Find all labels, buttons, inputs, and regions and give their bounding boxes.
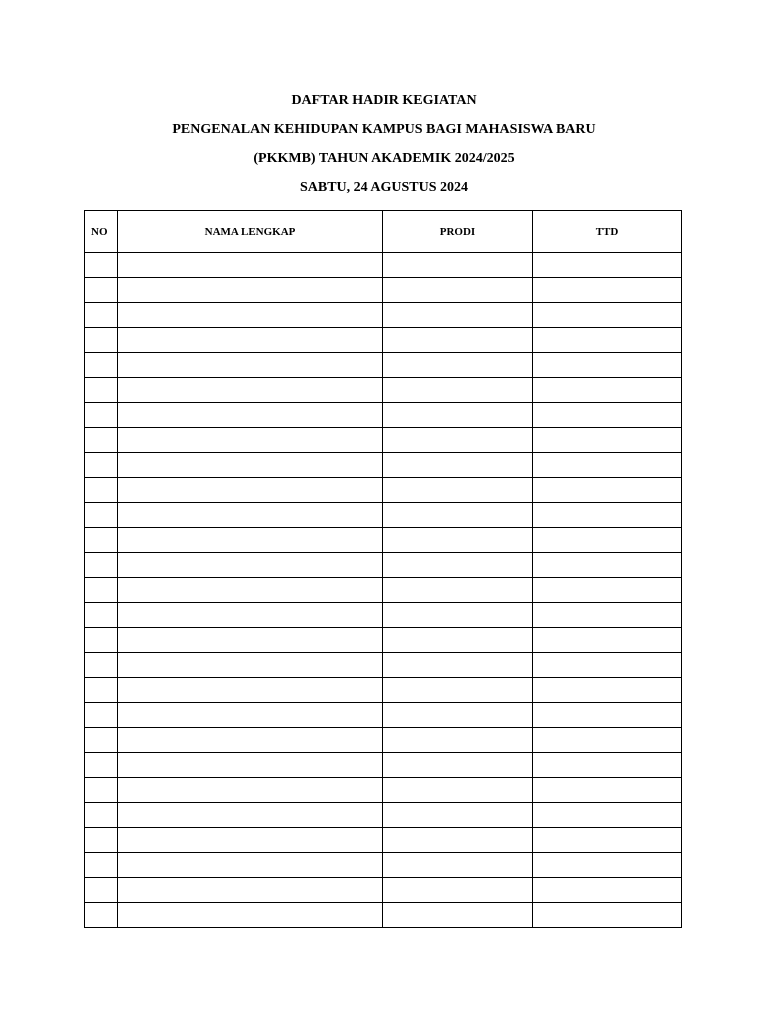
cell-prodi <box>383 278 533 303</box>
cell-nama-lengkap <box>118 803 383 828</box>
cell-ttd <box>533 578 682 603</box>
cell-nama-lengkap <box>118 278 383 303</box>
header-row <box>85 211 682 253</box>
cell-nama-lengkap <box>118 503 383 528</box>
cell-nama-lengkap <box>118 553 383 578</box>
cell-nama-lengkap <box>118 728 383 753</box>
table-row <box>85 753 682 778</box>
cell-prodi <box>383 378 533 403</box>
attendance-table <box>84 210 682 928</box>
cell-nama-lengkap <box>118 578 383 603</box>
cell-ttd <box>533 528 682 553</box>
document-title-block <box>0 92 768 208</box>
cell-ttd <box>533 728 682 753</box>
cell-nama-lengkap <box>118 253 383 278</box>
cell-prodi <box>383 603 533 628</box>
cell-no <box>85 703 118 728</box>
cell-nama-lengkap <box>118 603 383 628</box>
cell-no <box>85 728 118 753</box>
cell-prodi <box>383 653 533 678</box>
cell-ttd <box>533 903 682 928</box>
cell-no <box>85 253 118 278</box>
cell-no <box>85 803 118 828</box>
cell-no <box>85 903 118 928</box>
cell-nama-lengkap <box>118 878 383 903</box>
cell-ttd <box>533 453 682 478</box>
title-line-3: (PKKMB) TAHUN AKADEMIK 2024/2025 <box>253 151 515 166</box>
table-row <box>85 678 682 703</box>
cell-nama-lengkap <box>118 328 383 353</box>
cell-no <box>85 378 118 403</box>
table-row <box>85 428 682 453</box>
cell-ttd <box>533 603 682 628</box>
cell-prodi <box>383 803 533 828</box>
cell-prodi <box>383 253 533 278</box>
cell-ttd <box>533 753 682 778</box>
table-row <box>85 603 682 628</box>
cell-no <box>85 653 118 678</box>
cell-no <box>85 878 118 903</box>
cell-nama-lengkap <box>118 628 383 653</box>
table-row <box>85 328 682 353</box>
cell-prodi <box>383 503 533 528</box>
cell-ttd <box>533 828 682 853</box>
cell-prodi <box>383 628 533 653</box>
cell-no <box>85 453 118 478</box>
cell-no <box>85 628 118 653</box>
cell-prodi <box>383 528 533 553</box>
header-prodi: PRODI <box>383 211 533 253</box>
cell-ttd <box>533 253 682 278</box>
cell-nama-lengkap <box>118 903 383 928</box>
cell-prodi <box>383 403 533 428</box>
cell-nama-lengkap <box>118 403 383 428</box>
cell-ttd <box>533 703 682 728</box>
cell-nama-lengkap <box>118 478 383 503</box>
table-row <box>85 703 682 728</box>
cell-ttd <box>533 403 682 428</box>
cell-no <box>85 753 118 778</box>
cell-prodi <box>383 578 533 603</box>
cell-ttd <box>533 803 682 828</box>
cell-prodi <box>383 728 533 753</box>
attendance-table-body <box>85 253 682 928</box>
table-row <box>85 378 682 403</box>
cell-no <box>85 328 118 353</box>
table-row <box>85 528 682 553</box>
cell-prodi <box>383 678 533 703</box>
cell-nama-lengkap <box>118 753 383 778</box>
cell-prodi <box>383 553 533 578</box>
cell-ttd <box>533 278 682 303</box>
table-row <box>85 578 682 603</box>
table-row <box>85 653 682 678</box>
cell-no <box>85 528 118 553</box>
table-row <box>85 903 682 928</box>
cell-nama-lengkap <box>118 353 383 378</box>
table-row <box>85 503 682 528</box>
cell-prodi <box>383 828 533 853</box>
table-row <box>85 828 682 853</box>
cell-nama-lengkap <box>118 453 383 478</box>
title-line-1: DAFTAR HADIR KEGIATAN <box>291 93 477 108</box>
cell-no <box>85 778 118 803</box>
table-row <box>85 303 682 328</box>
table-row <box>85 853 682 878</box>
cell-ttd <box>533 778 682 803</box>
table-row <box>85 728 682 753</box>
cell-nama-lengkap <box>118 678 383 703</box>
cell-prodi <box>383 303 533 328</box>
table-row <box>85 403 682 428</box>
cell-ttd <box>533 353 682 378</box>
cell-prodi <box>383 428 533 453</box>
cell-no <box>85 828 118 853</box>
header-ttd: TTD <box>533 211 682 253</box>
cell-nama-lengkap <box>118 528 383 553</box>
cell-prodi <box>383 853 533 878</box>
cell-prodi <box>383 903 533 928</box>
cell-ttd <box>533 503 682 528</box>
cell-no <box>85 428 118 453</box>
cell-ttd <box>533 328 682 353</box>
cell-ttd <box>533 653 682 678</box>
cell-prodi <box>383 328 533 353</box>
cell-no <box>85 853 118 878</box>
cell-nama-lengkap <box>118 653 383 678</box>
table-row <box>85 478 682 503</box>
attendance-table-head <box>85 211 682 253</box>
cell-no <box>85 303 118 328</box>
cell-ttd <box>533 853 682 878</box>
cell-no <box>85 403 118 428</box>
table-row <box>85 353 682 378</box>
cell-nama-lengkap <box>118 378 383 403</box>
cell-ttd <box>533 628 682 653</box>
cell-ttd <box>533 878 682 903</box>
cell-ttd <box>533 478 682 503</box>
cell-prodi <box>383 703 533 728</box>
cell-no <box>85 353 118 378</box>
table-row <box>85 878 682 903</box>
header-nama-lengkap: NAMA LENGKAP <box>118 211 383 253</box>
cell-nama-lengkap <box>118 703 383 728</box>
cell-prodi <box>383 353 533 378</box>
cell-no <box>85 553 118 578</box>
cell-nama-lengkap <box>118 853 383 878</box>
table-row <box>85 803 682 828</box>
cell-no <box>85 478 118 503</box>
table-row <box>85 253 682 278</box>
cell-prodi <box>383 878 533 903</box>
cell-prodi <box>383 453 533 478</box>
cell-nama-lengkap <box>118 778 383 803</box>
table-row <box>85 778 682 803</box>
table-row <box>85 628 682 653</box>
cell-no <box>85 503 118 528</box>
table-row <box>85 278 682 303</box>
cell-prodi <box>383 778 533 803</box>
cell-nama-lengkap <box>118 828 383 853</box>
header-no: NO <box>85 211 118 253</box>
table-row <box>85 453 682 478</box>
cell-ttd <box>533 303 682 328</box>
table-row <box>85 553 682 578</box>
cell-ttd <box>533 678 682 703</box>
cell-prodi <box>383 753 533 778</box>
cell-ttd <box>533 378 682 403</box>
cell-ttd <box>533 428 682 453</box>
cell-prodi <box>383 478 533 503</box>
cell-nama-lengkap <box>118 303 383 328</box>
title-line-4: SABTU, 24 AGUSTUS 2024 <box>299 180 469 195</box>
cell-no <box>85 278 118 303</box>
cell-nama-lengkap <box>118 428 383 453</box>
cell-no <box>85 603 118 628</box>
cell-ttd <box>533 553 682 578</box>
title-line-2: PENGENALAN KEHIDUPAN KAMPUS BAGI MAHASISWA BARU <box>172 122 596 137</box>
cell-no <box>85 678 118 703</box>
cell-no <box>85 578 118 603</box>
